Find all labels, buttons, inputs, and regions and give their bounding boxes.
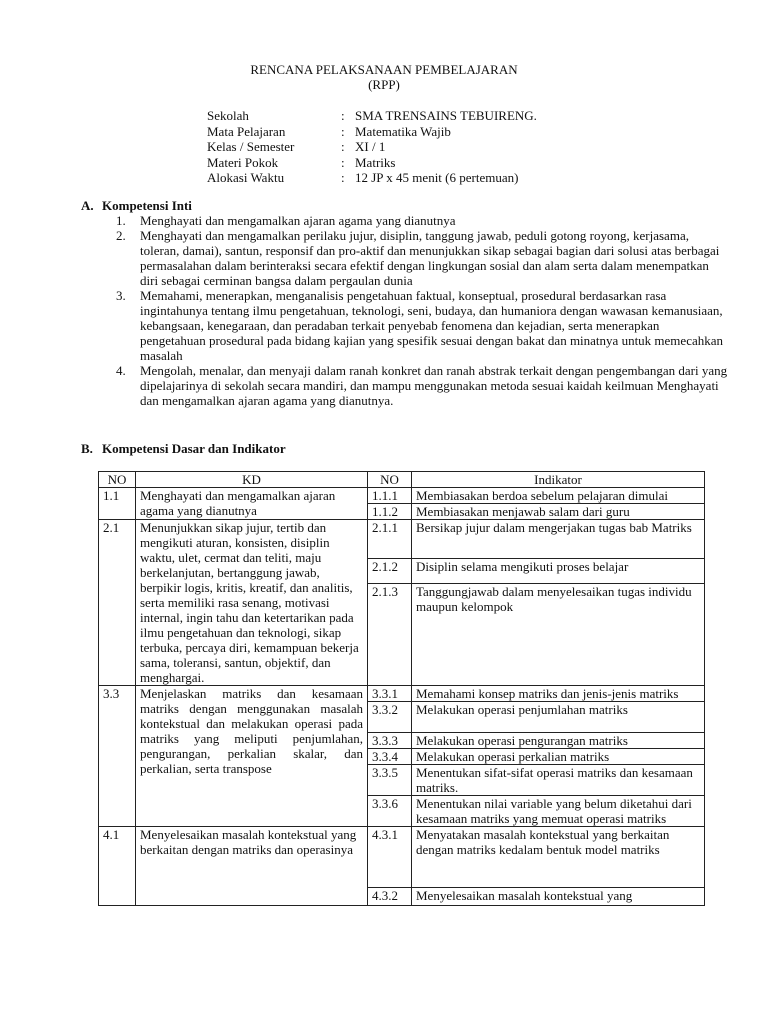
meta-label: Sekolah <box>207 108 249 123</box>
meta-row-alokasi-waktu <box>207 170 537 186</box>
kd-number: 4.1 <box>99 827 136 906</box>
indicator-text: Menentukan sifat-sifat operasi matriks dan kesamaan matriks. <box>412 765 705 796</box>
section-a-heading <box>81 198 192 213</box>
identity-block <box>207 108 537 186</box>
header-kd: KD <box>136 472 368 488</box>
kd-text: Menjelaskan matriks dan kesamaan matriks dengan menggunakan masalah kontekstual dan melakukan operasi pada matriks yang meliputi penjumlahan, pengurangan, perkalian skalar, dan perkalian, serta transpose <box>136 686 368 827</box>
table-row <box>99 520 705 559</box>
item-number: 4. <box>116 363 126 378</box>
kd-number: 1.1 <box>99 488 136 520</box>
section-letter: B. <box>81 441 93 456</box>
meta-colon: : <box>341 170 345 185</box>
indicator-number: 3.3.1 <box>368 686 412 702</box>
kd-text: Menghayati dan mengamalkan ajaran agama yang dianutnya <box>136 488 368 520</box>
meta-colon: : <box>341 108 345 123</box>
document-title <box>0 62 768 92</box>
list-item <box>116 228 728 288</box>
meta-row-mata-pelajaran <box>207 124 537 140</box>
indicator-number: 3.3.3 <box>368 733 412 749</box>
kd-number: 2.1 <box>99 520 136 686</box>
indicator-text: Membiasakan menjawab salam dari guru <box>412 504 705 520</box>
section-title: Kompetensi Dasar dan Indikator <box>102 441 286 456</box>
indicator-number: 4.3.2 <box>368 888 412 906</box>
title-line-2: (RPP) <box>368 77 400 92</box>
item-number: 2. <box>116 228 126 243</box>
meta-row-materi-pokok <box>207 155 537 171</box>
meta-colon: : <box>341 139 345 154</box>
indicator-text: Memahami konsep matriks dan jenis-jenis matriks <box>412 686 705 702</box>
indicator-number: 4.3.1 <box>368 827 412 888</box>
indicator-number: 1.1.1 <box>368 488 412 504</box>
meta-value: Matematika Wajib <box>355 123 451 139</box>
indicator-text: Melakukan operasi penjumlahan matriks <box>412 702 705 733</box>
section-letter: A. <box>81 198 94 213</box>
item-text: Memahami, menerapkan, menganalisis pengetahuan faktual, konseptual, prosedural berdasarkan rasa ingintahunya tentang ilmu pengetahuan, teknologi, seni, budaya, dan humaniora dengan wawasan kemanusiaan, kebangsaan, kenegaraan, dan peradaban terkait penyebab fenomena dan kejadian, serta menerapkan pengetahuan prosedural pada bidang kajian yang spesifik sesuai dengan bakat dan minatnya untuk memecahkan masalah <box>140 288 724 363</box>
list-item <box>116 363 728 408</box>
kompetensi-inti-list <box>116 213 728 408</box>
meta-value: SMA TRENSAINS TEBUIRENG. <box>355 108 537 123</box>
indicator-number: 3.3.5 <box>368 765 412 796</box>
meta-label: Kelas / Semester <box>207 139 295 154</box>
indicator-text: Menentukan nilai variable yang belum diketahui dari kesamaan matriks yang memuat operasi matriks <box>412 796 705 827</box>
meta-label: Mata Pelajaran <box>207 123 286 139</box>
indicator-number: 1.1.2 <box>368 504 412 520</box>
kd-indikator-table <box>98 471 705 906</box>
list-item <box>116 213 728 228</box>
section-b-heading <box>81 441 286 456</box>
indicator-text: Membiasakan berdoa sebelum pelajaran dimulai <box>412 488 705 504</box>
item-number: 3. <box>116 288 126 303</box>
indicator-text: Bersikap jujur dalam mengerjakan tugas bab Matriks <box>412 520 705 559</box>
indicator-text: Disiplin selama mengikuti proses belajar <box>412 559 705 583</box>
header-no: NO <box>99 472 136 488</box>
meta-value: 12 JP x 45 menit (6 pertemuan) <box>355 170 519 185</box>
indicator-number: 2.1.3 <box>368 583 412 685</box>
meta-label: Materi Pokok <box>207 154 279 170</box>
item-text: Menghayati dan mengamalkan perilaku jujur, disiplin, tanggung jawab, peduli gotong royong, kerjasama, toleran, damai), santun, responsif dan pro-aktif dan menunjukkan sikap sebagai bagian dari solusi atas berbagai permasalahan dalam berinteraksi secara efektif dengan lingkungan sosial dan alam serta dalam menempatkan diri sebagai cerminan bangsa dalam pergaulan dunia <box>140 228 720 288</box>
indicator-number: 3.3.4 <box>368 749 412 765</box>
indicator-number: 3.3.6 <box>368 796 412 827</box>
kd-number: 3.3 <box>99 686 136 827</box>
table-header-row <box>99 472 705 488</box>
meta-value: Matriks <box>355 154 396 170</box>
header-indikator: Indikator <box>412 472 705 488</box>
kd-text: Menunjukkan sikap jujur, tertib dan mengikuti aturan, konsisten, disiplin waktu, ulet, cermat dan teliti, maju berkelanjutan, bertanggung jawab, berpikir logis, kritis, kreatif, dan analitis, serta memiliki rasa senang, motivasi internal, ingin tahu dan ketertarikan pada ilmu pengetahuan dan teknologi, sikap terbuka, percaya diri, kemampuan bekerja sama, toleransi, santun, objektif, dan menghargai. <box>136 520 368 686</box>
kd-text: Menyelesaikan masalah kontekstual yang berkaitan dengan matriks dan operasinya <box>136 827 368 906</box>
title-line-1: RENCANA PELAKSANAAN PEMBELAJARAN <box>250 62 518 77</box>
indicator-text: Melakukan operasi pengurangan matriks <box>412 733 705 749</box>
indicator-text: Menyelesaikan masalah kontekstual yang <box>412 888 705 906</box>
meta-colon: : <box>341 154 345 170</box>
item-text: Mengolah, menalar, dan menyaji dalam ranah konkret dan ranah abstrak terkait dengan pengembangan dari yang dipelajarinya di sekolah secara mandiri, dan mampu menggunakan metoda sesuai kaidah keilmuan Menghayati dan mengamalkan ajaran agama yang dianutnya. <box>140 363 728 408</box>
header-no2: NO <box>368 472 412 488</box>
section-title: Kompetensi Inti <box>102 198 192 213</box>
indicator-number: 2.1.1 <box>368 520 412 559</box>
indicator-number: 2.1.2 <box>368 559 412 583</box>
indicator-text: Melakukan operasi perkalian matriks <box>412 749 705 765</box>
item-text: Menghayati dan mengamalkan ajaran agama yang dianutnya <box>140 213 456 228</box>
list-item <box>116 288 728 363</box>
item-number: 1. <box>116 213 126 228</box>
meta-value: XI / 1 <box>355 139 386 154</box>
table-row <box>99 488 705 504</box>
meta-row-kelas-semester <box>207 139 537 155</box>
indicator-text: Menyatakan masalah kontekstual yang berkaitan dengan matriks kedalam bentuk model matriks <box>412 827 705 888</box>
meta-colon: : <box>341 123 345 139</box>
indicator-text: Tanggungjawab dalam menyelesaikan tugas individu maupun kelompok <box>412 583 705 685</box>
table-row <box>99 686 705 702</box>
meta-label: Alokasi Waktu <box>207 170 285 185</box>
indicator-number: 3.3.2 <box>368 702 412 733</box>
meta-row-sekolah <box>207 108 537 124</box>
table-row <box>99 827 705 888</box>
